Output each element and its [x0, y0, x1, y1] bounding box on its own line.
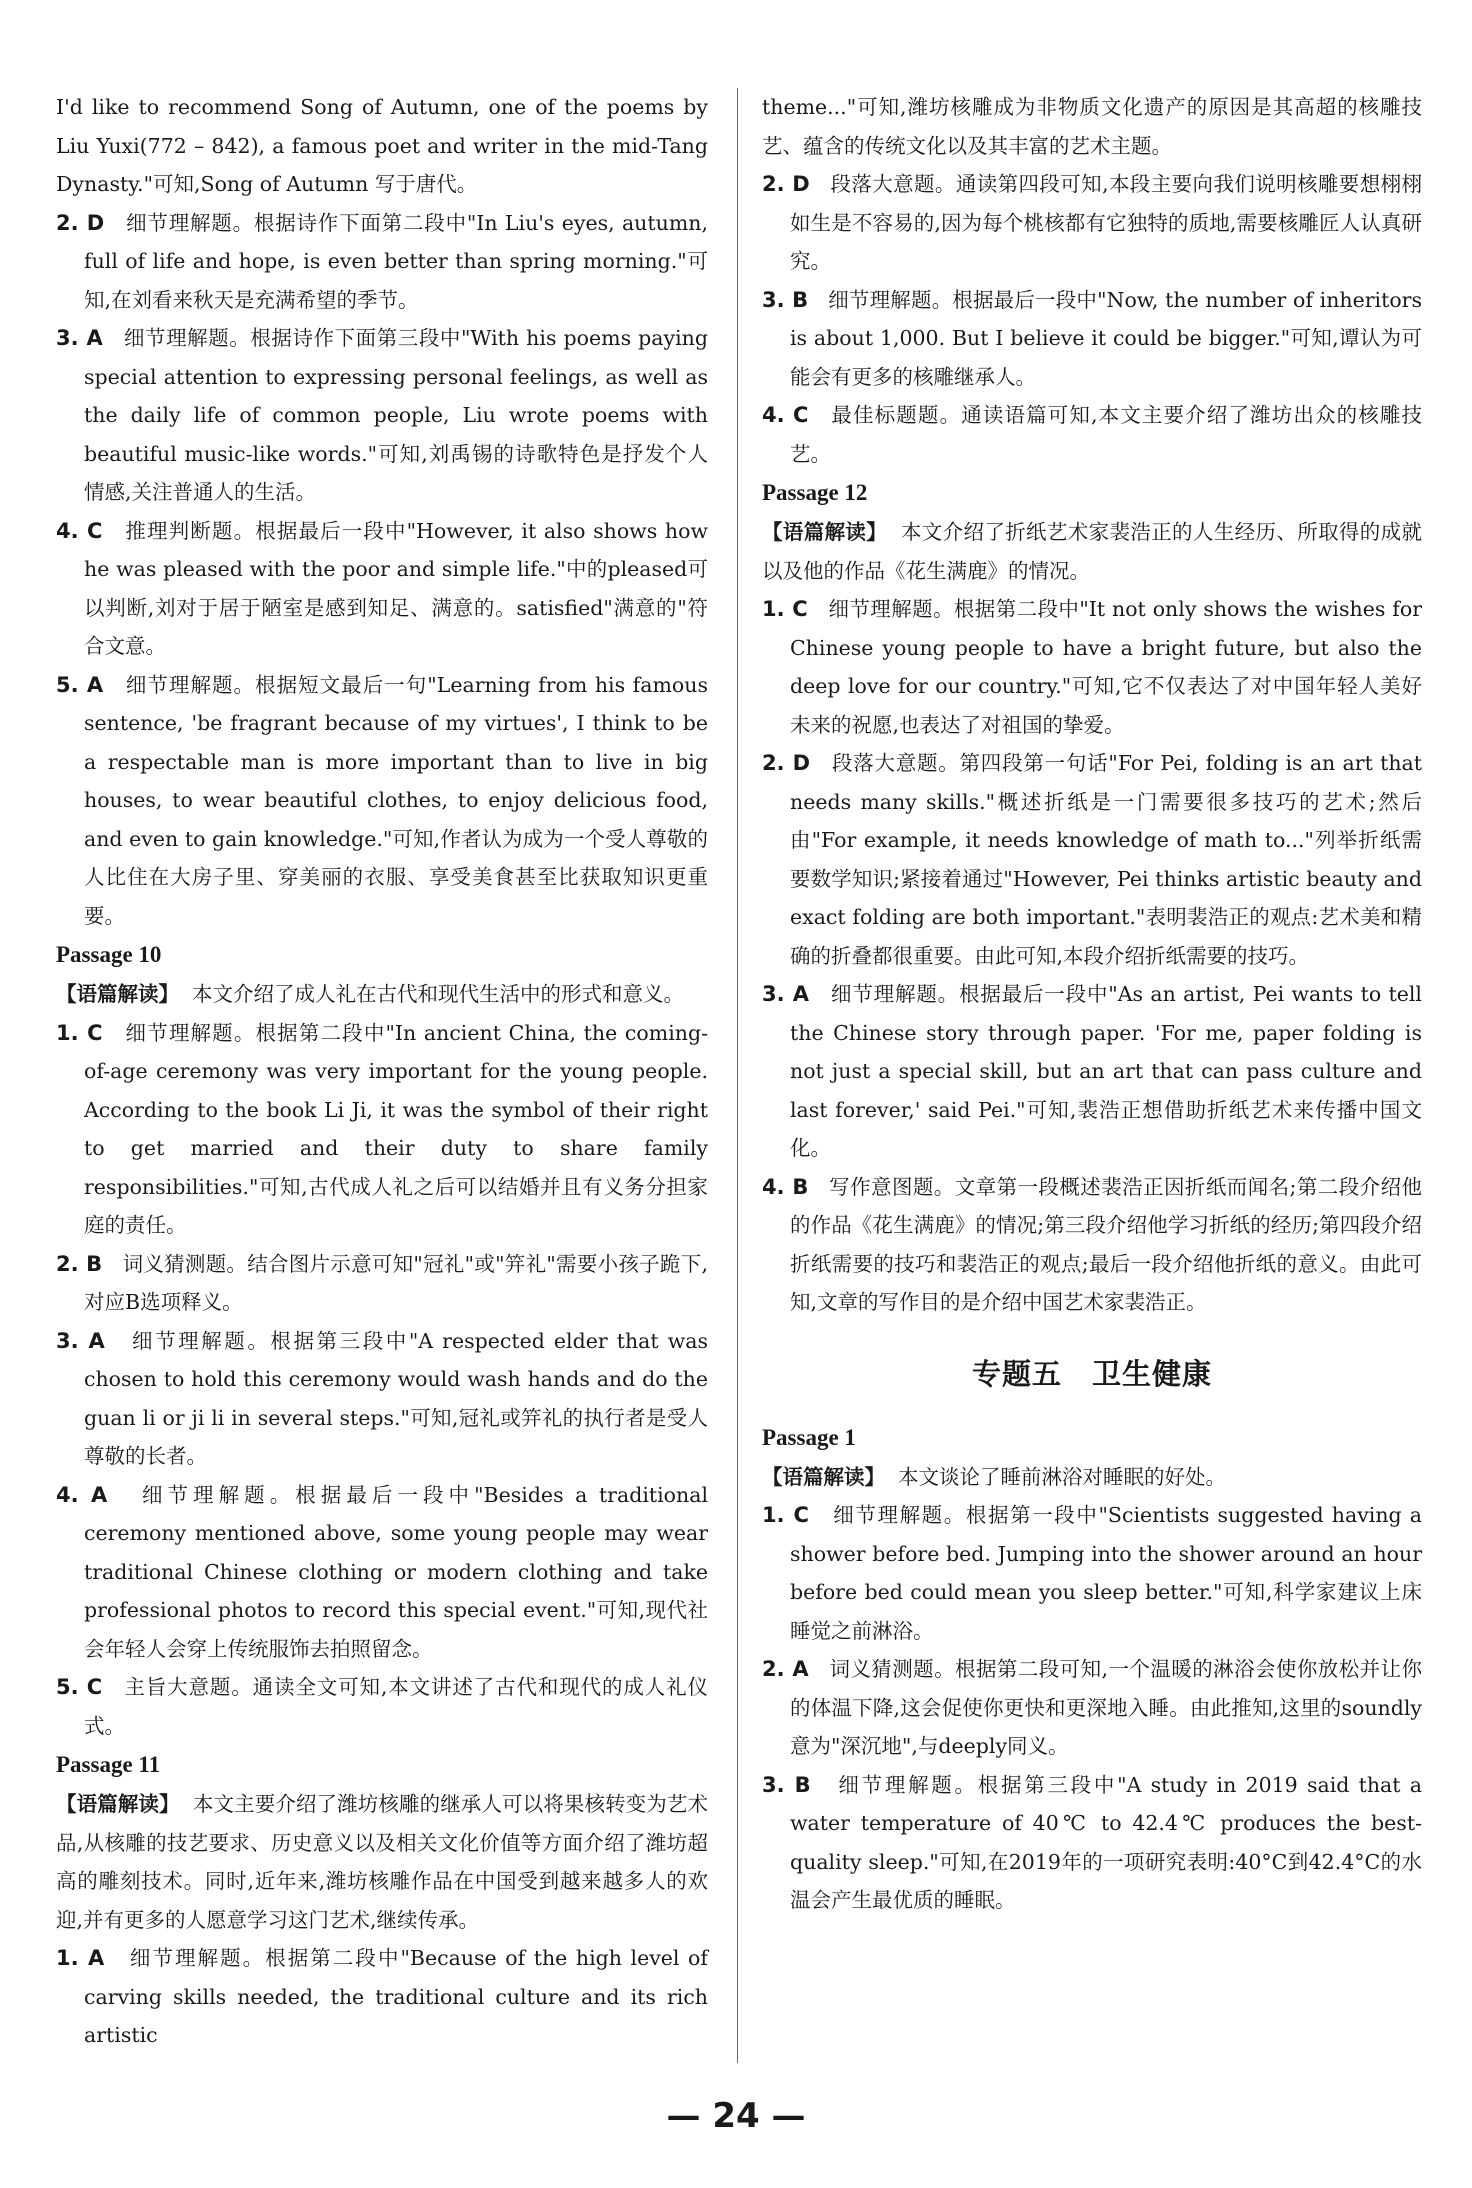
question-type: 细节理解题。: [828, 597, 954, 621]
passage-1-reading: [762, 1458, 1422, 1497]
answer-explanation: 根据第二段中"It not only shows the wishes for Chinese young people to have a bright future, but also the deep love for our country."可知,它不仅表达了对中国年轻人美好未来的祝愿,也表达了对祖国的挚爱。: [790, 597, 1422, 737]
question-type: 细节理解题。: [831, 982, 959, 1006]
answer-explanation: 通读第四段可知,本段主要向我们说明核雕要想栩栩如生是不容易的,因为每个桃核都有它独特的质地,需要核雕匠人认真研究。: [790, 172, 1422, 273]
passage-10-title: Passage 10: [56, 942, 162, 967]
answer-item: [56, 319, 708, 512]
answer-item: [762, 1650, 1422, 1766]
answer-item: [762, 1168, 1422, 1322]
answer-item: [762, 396, 1422, 473]
passage-10-reading: [56, 975, 708, 1014]
answer-number: 2. B: [56, 1251, 103, 1276]
answer-explanation: 根据第三段中"A respected elder that was chosen to hold this ceremony would wash hands and do the guan li or ji li in several steps."可知,冠礼或笄礼的执行者是受人尊敬的长者。: [84, 1328, 709, 1468]
passage-11-reading: [56, 1785, 708, 1939]
answer-item: [762, 1496, 1422, 1650]
column-divider: [737, 88, 738, 2063]
answer-explanation: 文章第一段概述裴浩正因折纸而闻名;第二段介绍他的作品《花生满鹿》的情况;第三段介绍他学习折纸的经历;第四段介绍折纸需要的技巧和裴浩正的观点;最后一段介绍他折纸的意义。由此可知,文章的写作目的是介绍中国艺术家裴浩正。: [790, 1174, 1422, 1314]
reading-text: 本文介绍了成人礼在古代和现代生活中的形式和意义。: [192, 982, 685, 1006]
answer-explanation: 通读全文可知,本文讲述了古代和现代的成人礼仪式。: [84, 1675, 709, 1738]
section-title: 专题五 卫生健康: [971, 1356, 1212, 1391]
answer-item: [762, 165, 1422, 281]
answer-explanation: 根据最后一段中"Besides a traditional ceremony mentioned above, some young people may wear traditional Chinese clothing or modern clothing and take professional photos to record this special event."可知,现代社会年轻人会穿上传统服饰去拍照留念。: [84, 1482, 709, 1661]
page-number: — 24 —: [666, 2096, 806, 2136]
question-type: 主旨大意题。: [124, 1675, 253, 1699]
intro-text: I'd like to recommend Song of Autumn, one of the poems by Liu Yuxi(772 – 842), a famous poet and writer in the mid-Tang Dynasty."可知,Song of Autumn 写于唐代。: [56, 95, 708, 196]
question-type: 细节理解题。: [132, 1328, 271, 1353]
answer-number: 4. C: [762, 403, 809, 427]
answer-item: [56, 1668, 708, 1745]
answer-explanation: 根据最后一段中"However, it also shows how he was pleased with the poor and simple life."中的pleased可以判断,刘对于居于陋室是感到知足、满意的。satisfied"满意的"符合文意。: [84, 518, 708, 658]
answer-item: [56, 1014, 708, 1245]
reading-text: 本文谈论了睡前淋浴对睡眠的好处。: [898, 1464, 1227, 1489]
question-type: 细节理解题。: [129, 1946, 266, 1970]
answer-number: 3. A: [56, 326, 103, 350]
answer-item: [762, 590, 1422, 744]
answers-passage-11-right: [762, 165, 1422, 473]
question-type: 细节理解题。: [833, 1503, 966, 1527]
answer-item: [56, 1245, 708, 1322]
reading-text: 本文主要介绍了潍坊核雕的继承人可以将果核转变为艺术品,从核雕的技艺要求、历史意义以及相关文化价值等方面介绍了潍坊超高的雕刻技术。同时,近年来,潍坊核雕作品在中国受到越来越多人的欢迎,并有更多的人愿意学习这门艺术,继续传承。: [56, 1792, 708, 1932]
answer-explanation: 根据短文最后一句"Learning from his famous sentence, 'be fragrant because of my virtues', I think to be a respectable man is more important than to live in big houses, to wear beautiful clothes, to enjoy delicious food, and even to gain knowledge."可知,作者认为成为一个受人尊敬的人比住在大房子里、穿美丽的衣服、享受美食甚至比获取知识更重要。: [84, 672, 708, 928]
reading-tag: 【语篇解读】: [762, 1464, 885, 1489]
answer-item: [56, 1939, 708, 2055]
answer-explanation: 根据第二段可知,一个温暖的淋浴会使你放松并让你的体温下降,这会促使你更快和更深地入睡。由此推知,这里的soundly意为"深沉地",与deeply同义。: [790, 1657, 1423, 1758]
question-type: 推理判断题。: [125, 518, 256, 543]
reading-text: 本文介绍了折纸艺术家裴浩正的人生经历、所取得的成就以及他的作品《花生满鹿》的情况。: [762, 520, 1422, 583]
answer-explanation: 根据最后一段中"As an artist, Pei wants to tell the Chinese story through paper. 'For me, paper folding is not just a special skill, but an art that can pass culture and last forever,' said Pei."可知,裴浩正想借助折纸艺术来传播中国文化。: [790, 982, 1422, 1160]
answer-number: 2. D: [762, 751, 811, 775]
answer-number: 5. C: [56, 1675, 103, 1699]
answer-number: 4. B: [762, 1174, 809, 1199]
answer-number: 2. A: [762, 1657, 809, 1681]
answer-explanation: 根据诗作下面第三段中"With his poems paying special attention to expressing personal feelings, as well as the daily life of common people, Liu wrote poems with beautiful music-like words."可知,刘禹锡的诗歌特色是抒发个人情感,关注普通人的生活。: [84, 326, 708, 504]
question-type: 细节理解题。: [123, 326, 251, 350]
answer-number: 3. A: [762, 982, 809, 1006]
answer-item: [56, 1476, 708, 1669]
answer-number: 4. C: [56, 518, 103, 543]
answer-number: 1. C: [762, 1503, 809, 1527]
answers-passage-12: [762, 590, 1422, 1322]
answer-item: [56, 666, 708, 936]
answer-explanation: 第四段第一句话"For Pei, folding is an art that needs many skills."概述折纸是一门需要很多技巧的艺术;然后由"For example, it needs knowledge of math to..."列举折纸需要数学知识;紧接着通过"However, Pei thinks artistic beauty and exact folding are both important."表明裴浩正的观点:艺术美和精确的折叠都很重要。由此可知,本段介绍折纸需要的技巧。: [790, 751, 1422, 968]
answers-passage-10: [56, 1014, 708, 1746]
answer-explanation: 根据第二段中"Because of the high level of carving skills needed, the traditional culture and its rich artistic: [84, 1946, 708, 2047]
continuation-text: theme..."可知,潍坊核雕成为非物质文化遗产的原因是其高超的核雕技艺、蕴含的传统文化以及其丰富的艺术主题。: [762, 95, 1422, 158]
answers-section5-passage-1: [762, 1496, 1422, 1920]
answer-number: 1. A: [56, 1946, 105, 1970]
left-column: [56, 88, 708, 2055]
answer-explanation: 根据最后一段中"Now, the number of inheritors is about 1,000. But I believe it could be bigger."可知,谭认为可能会有更多的核雕继承人。: [790, 287, 1422, 389]
answer-explanation: 根据第一段中"Scientists suggested having a shower before bed. Jumping into the shower around an hour before bed could mean you sleep better."可知,科学家建议上床睡觉之前淋浴。: [790, 1503, 1422, 1643]
answer-number: 3. A: [56, 1328, 105, 1353]
answer-item: [762, 975, 1422, 1168]
passage-1-title: Passage 1: [762, 1424, 856, 1450]
answers-passage-11-left: [56, 1939, 708, 2055]
question-type: 写作意图题。: [829, 1174, 955, 1199]
question-type: 细节理解题。: [126, 210, 254, 235]
answer-item: [56, 1322, 708, 1476]
question-type: 细节理解题。: [125, 1020, 256, 1045]
answer-item: [762, 744, 1422, 975]
answer-item: [56, 204, 708, 320]
passage-12-reading: [762, 513, 1422, 590]
right-column: [762, 88, 1422, 1920]
answer-explanation: 根据第三段中"A study in 2019 said that a water temperature of 40℃ to 42.4℃ produces the best-quality sleep."可知,在2019年的一项研究表明:40°C到42.4°C的水温会产生最优质的睡眠。: [790, 1772, 1422, 1912]
answer-explanation: 结合图片示意可知"冠礼"或"笄礼"需要小孩子跪下,对应B选项释义。: [84, 1251, 708, 1314]
answer-number: 3. B: [762, 1772, 811, 1797]
answer-item: [56, 512, 708, 666]
answer-explanation: 根据诗作下面第二段中"In Liu's eyes, autumn, full of life and hope, is even better than spring morning."可知,在刘看来秋天是充满希望的季节。: [84, 210, 708, 312]
answer-number: 4. A: [56, 1482, 108, 1507]
question-type: 细节理解题。: [828, 287, 953, 312]
answer-explanation: 根据第二段中"In ancient China, the coming-of-age ceremony was very important for the young people. According to the book Li Ji, it was the symbol of their right to get married and their duty to share family responsibilities."可知,古代成人礼之后可以结婚并且有义务分担家庭的责任。: [84, 1020, 709, 1237]
answer-number: 1. C: [56, 1020, 103, 1045]
question-type: 细节理解题。: [141, 1482, 296, 1507]
answers-passage-9: [56, 204, 708, 936]
reading-tag: 【语篇解读】: [56, 1792, 180, 1816]
answer-number: 1. C: [762, 597, 808, 621]
answer-number: 2. D: [56, 210, 105, 235]
passage-12-title: Passage 12: [762, 480, 868, 505]
passage-11-title: Passage 11: [56, 1752, 161, 1777]
answer-item: [762, 1766, 1422, 1920]
question-type: 细节理解题。: [838, 1772, 978, 1797]
reading-tag: 【语篇解读】: [762, 520, 888, 544]
answer-number: 5. A: [56, 672, 104, 697]
question-type: 细节理解题。: [125, 672, 256, 697]
question-type: 词义猜测题。: [829, 1657, 956, 1681]
question-type: 段落大意题。: [830, 172, 956, 196]
question-type: 段落大意题。: [831, 751, 960, 775]
answer-number: 2. D: [762, 172, 810, 196]
reading-tag: 【语篇解读】: [56, 982, 179, 1006]
answer-explanation: 通读语篇可知,本文主要介绍了潍坊出众的核雕技艺。: [790, 403, 1423, 466]
answer-number: 3. B: [762, 287, 809, 312]
question-type: 词义猜测题。: [122, 1251, 248, 1276]
answer-item: [762, 281, 1422, 397]
question-type: 最佳标题题。: [831, 403, 962, 427]
